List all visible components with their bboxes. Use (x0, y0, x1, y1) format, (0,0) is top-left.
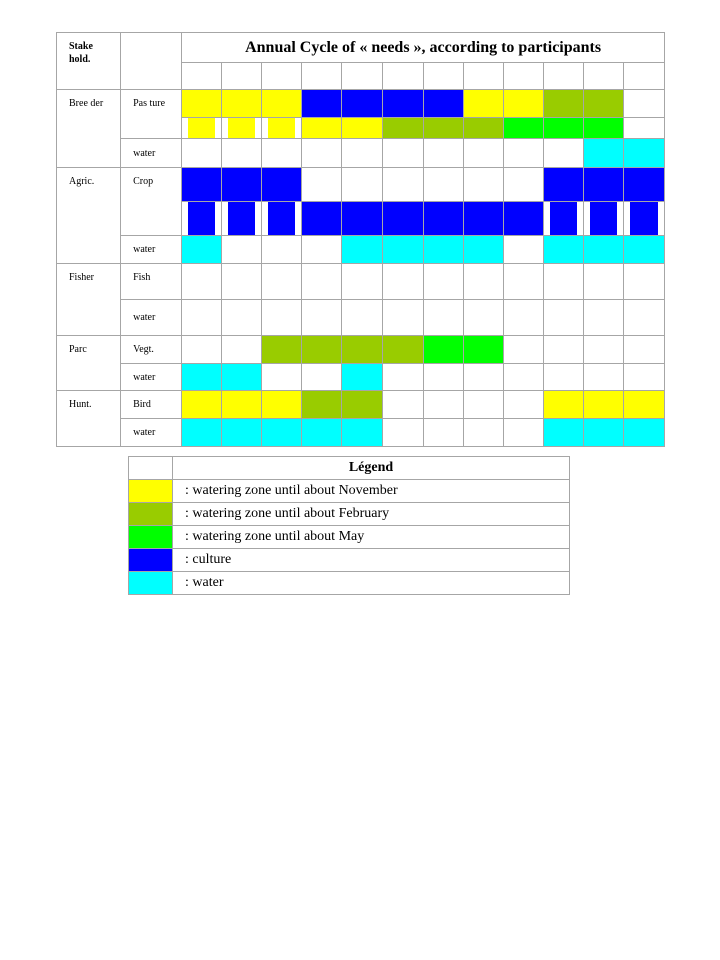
month-cell (382, 168, 423, 202)
need-label: Bird (121, 391, 182, 419)
month-cell (583, 168, 623, 202)
month-cell (503, 336, 543, 364)
month-cell (222, 118, 262, 139)
month-cell (262, 264, 302, 300)
month-cell (302, 264, 342, 300)
month-cell (463, 236, 503, 264)
month-cell (543, 118, 583, 139)
month-cell (222, 139, 262, 168)
legend-table (128, 456, 570, 595)
month-header-cell (222, 63, 262, 90)
month-cell (302, 236, 342, 264)
month-cell (382, 118, 423, 139)
legend-swatch (129, 503, 173, 526)
month-header-cell (342, 63, 382, 90)
month-cell (382, 264, 423, 300)
month-cell (222, 90, 262, 118)
month-cell (423, 236, 463, 264)
month-cell (262, 118, 302, 139)
month-cell (222, 300, 262, 336)
month-cell (382, 364, 423, 391)
month-cell (583, 300, 623, 336)
need-label: Crop (121, 168, 182, 236)
month-cell (222, 236, 262, 264)
month-cell (182, 139, 222, 168)
month-cell (182, 202, 222, 236)
month-cell (262, 391, 302, 419)
month-cell (623, 90, 664, 118)
stakeholder-cell: Agric. (57, 168, 121, 264)
month-cell (423, 300, 463, 336)
month-cell (382, 236, 423, 264)
month-cell (222, 419, 262, 447)
month-cell (463, 118, 503, 139)
month-cell (583, 364, 623, 391)
month-cell (503, 168, 543, 202)
month-cell (503, 202, 543, 236)
month-cell (342, 264, 382, 300)
month-cell (342, 139, 382, 168)
month-cell (262, 300, 302, 336)
month-cell (423, 364, 463, 391)
month-cell (262, 202, 302, 236)
month-cell (463, 300, 503, 336)
month-cell (583, 336, 623, 364)
month-header-cell (182, 63, 222, 90)
month-cell (182, 300, 222, 336)
month-cell (182, 364, 222, 391)
month-cell (382, 419, 423, 447)
month-cell (342, 168, 382, 202)
month-cell (503, 419, 543, 447)
month-cell (423, 264, 463, 300)
month-cell (382, 90, 423, 118)
legend-label: : watering zone until about November (173, 480, 570, 503)
month-cell (182, 236, 222, 264)
month-cell (583, 264, 623, 300)
month-cell (302, 364, 342, 391)
month-cell (583, 419, 623, 447)
month-cell (342, 300, 382, 336)
month-cell (182, 264, 222, 300)
month-cell (222, 391, 262, 419)
month-cell (222, 264, 262, 300)
month-cell (342, 419, 382, 447)
month-cell (302, 336, 342, 364)
month-cell (342, 236, 382, 264)
month-cell (423, 118, 463, 139)
stakeholder-cell: Bree der (57, 90, 121, 168)
month-cell (623, 168, 664, 202)
month-header-cell (463, 63, 503, 90)
month-cell (182, 168, 222, 202)
month-cell (382, 202, 423, 236)
stakeholder-header: Stake hold. (57, 33, 121, 90)
month-cell (423, 391, 463, 419)
month-cell (463, 364, 503, 391)
legend-swatch (129, 526, 173, 549)
month-cell (543, 202, 583, 236)
month-cell (623, 264, 664, 300)
month-cell (543, 264, 583, 300)
month-cell (222, 202, 262, 236)
month-cell (463, 139, 503, 168)
legend-label: : watering zone until about February (173, 503, 570, 526)
month-cell (583, 139, 623, 168)
month-cell (302, 419, 342, 447)
month-cell (503, 236, 543, 264)
month-cell (262, 364, 302, 391)
month-cell (503, 139, 543, 168)
month-cell (302, 168, 342, 202)
month-cell (262, 419, 302, 447)
month-cell (342, 90, 382, 118)
month-cell (262, 90, 302, 118)
need-label: water (121, 236, 182, 264)
month-cell (182, 391, 222, 419)
month-cell (503, 264, 543, 300)
month-cell (583, 391, 623, 419)
month-cell (623, 118, 664, 139)
month-cell (543, 139, 583, 168)
month-cell (182, 336, 222, 364)
month-cell (382, 391, 423, 419)
month-cell (583, 236, 623, 264)
month-cell (342, 202, 382, 236)
month-cell (503, 364, 543, 391)
legend-swatch (129, 572, 173, 595)
month-cell (423, 336, 463, 364)
month-cell (262, 336, 302, 364)
month-cell (503, 300, 543, 336)
month-header-cell (503, 63, 543, 90)
month-cell (382, 336, 423, 364)
month-header-cell (423, 63, 463, 90)
month-cell (623, 236, 664, 264)
month-cell (182, 118, 222, 139)
month-cell (543, 419, 583, 447)
month-cell (262, 236, 302, 264)
month-cell (423, 419, 463, 447)
month-cell (262, 168, 302, 202)
month-cell (623, 336, 664, 364)
month-cell (222, 364, 262, 391)
need-label: water (121, 139, 182, 168)
legend-swatch (129, 549, 173, 572)
need-label: Pas ture (121, 90, 182, 139)
month-cell (463, 202, 503, 236)
month-cell (463, 90, 503, 118)
subcategory-header (121, 33, 182, 90)
stakeholder-cell: Parc (57, 336, 121, 391)
month-cell (302, 391, 342, 419)
month-cell (423, 168, 463, 202)
month-cell (623, 364, 664, 391)
month-cell (503, 118, 543, 139)
legend-corner (129, 457, 173, 480)
month-cell (222, 168, 262, 202)
month-cell (543, 90, 583, 118)
month-cell (382, 139, 423, 168)
month-cell (342, 118, 382, 139)
annual-cycle-table (56, 32, 665, 447)
month-header-cell (382, 63, 423, 90)
month-cell (302, 118, 342, 139)
month-cell (463, 264, 503, 300)
month-cell (342, 364, 382, 391)
month-header-cell (262, 63, 302, 90)
month-cell (543, 300, 583, 336)
need-label: water (121, 419, 182, 447)
need-label: Vegt. (121, 336, 182, 364)
stakeholder-cell: Fisher (57, 264, 121, 336)
month-cell (623, 139, 664, 168)
month-cell (382, 300, 423, 336)
legend-label: : culture (173, 549, 570, 572)
month-cell (423, 139, 463, 168)
table-title: Annual Cycle of « needs », according to participants (182, 33, 665, 63)
legend-label: : watering zone until about May (173, 526, 570, 549)
month-cell (302, 300, 342, 336)
month-header-cell (623, 63, 664, 90)
month-cell (623, 419, 664, 447)
month-cell (583, 118, 623, 139)
month-cell (262, 139, 302, 168)
legend-swatch (129, 480, 173, 503)
month-header-cell (302, 63, 342, 90)
need-label: Fish (121, 264, 182, 300)
month-cell (543, 336, 583, 364)
month-cell (302, 90, 342, 118)
month-cell (463, 391, 503, 419)
month-cell (503, 90, 543, 118)
month-cell (623, 391, 664, 419)
month-cell (543, 236, 583, 264)
legend-label: : water (173, 572, 570, 595)
month-cell (302, 202, 342, 236)
month-cell (623, 202, 664, 236)
month-cell (302, 139, 342, 168)
month-cell (503, 391, 543, 419)
need-label: water (121, 300, 182, 336)
month-cell (423, 202, 463, 236)
month-header-cell (543, 63, 583, 90)
month-cell (543, 364, 583, 391)
month-cell (623, 300, 664, 336)
month-cell (583, 202, 623, 236)
month-cell (222, 336, 262, 364)
month-cell (543, 391, 583, 419)
month-cell (543, 168, 583, 202)
month-cell (423, 90, 463, 118)
month-header-cell (583, 63, 623, 90)
month-cell (342, 391, 382, 419)
month-cell (182, 90, 222, 118)
stakeholder-cell: Hunt. (57, 391, 121, 447)
need-label: water (121, 364, 182, 391)
month-cell (463, 168, 503, 202)
month-cell (342, 336, 382, 364)
month-cell (182, 419, 222, 447)
month-cell (463, 336, 503, 364)
legend-title: Légend (173, 457, 570, 480)
month-cell (583, 90, 623, 118)
month-cell (463, 419, 503, 447)
